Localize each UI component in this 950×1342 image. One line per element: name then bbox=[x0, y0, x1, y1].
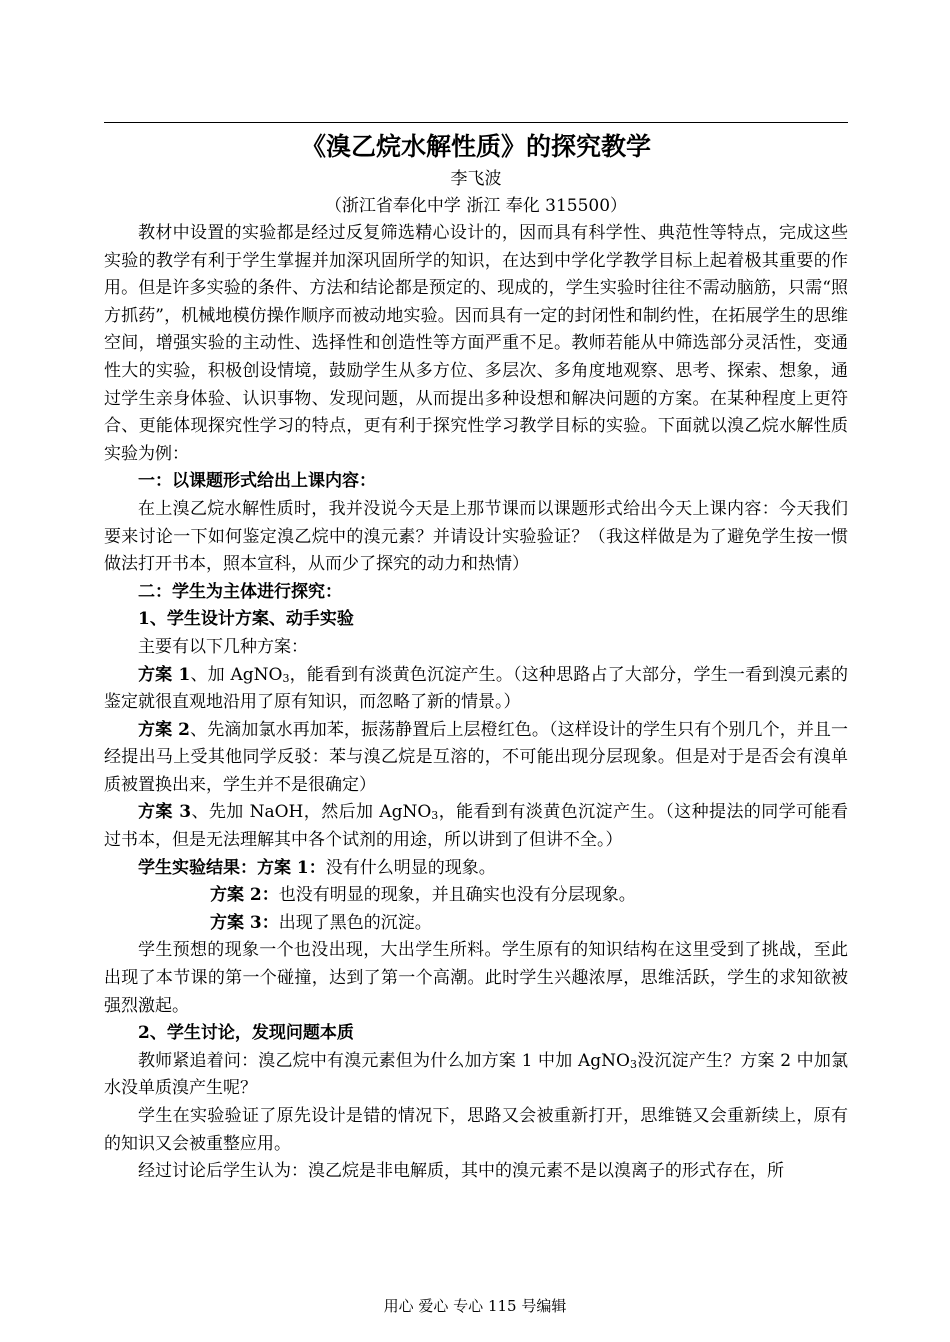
results-line-3 bbox=[104, 910, 848, 938]
plan3-paragraph bbox=[104, 799, 848, 854]
subsection1-intro: 主要有以下几种方案： bbox=[138, 636, 308, 657]
plan3-text-pre: 、先加 NaOH，然后加 AgNO bbox=[191, 802, 432, 823]
reflection-paragraph: 学生预想的现象一个也没出现，大出学生所料。学生原有的知识结构在这里受到了挑战，至此出现了本节课的第一个碰撞，达到了第一个高潮。此时学生兴趣浓厚，思维活跃，学生的求知欲被强烈激起。 bbox=[104, 940, 848, 1016]
plan3-label: 方案 3 bbox=[138, 802, 192, 823]
plan3-subscript: 3 bbox=[431, 809, 439, 823]
section1-body: 在上溴乙烷水解性质时，我并没说今天是上那节课而以课题形式给出今天上课内容：今天我们要来讨论一下如何鉴定溴乙烷中的溴元素？并请设计实验验证？（我这样做是为了避免学生按一惯做法打开书本，照本宣科，从而少了探究的动力和热情） bbox=[104, 498, 848, 575]
question-text-post: 没沉淀产生？方案 2 中加氯水没单质溴产生呢？ bbox=[104, 1050, 849, 1099]
plan3-text-post: ，能看到有淡黄色沉淀产生。（这种提法的同学可能看过书本，但是无法理解其中各个试剂的用途，所以讲到了但讲不全。） bbox=[104, 802, 849, 851]
page-footer: 用心 爱心 专心 115 号编辑 bbox=[383, 1297, 567, 1315]
results-label: 学生实验结果： bbox=[138, 857, 257, 878]
author-affiliation: （浙江省奉化中学 浙江 奉化 315500） bbox=[324, 196, 628, 216]
discussion-paragraph: 经过讨论后学生认为：溴乙烷是非电解质，其中的溴元素不是以溴离子的形式存在，所 bbox=[138, 1161, 784, 1182]
plan1-paragraph bbox=[104, 662, 848, 717]
subsection2-heading: 2、学生讨论，发现问题本质 bbox=[138, 1023, 354, 1044]
result2-text: 也没有明显的现象，并且确实也没有分层现象。 bbox=[278, 885, 636, 906]
section1-heading: 一：以课题形式给出上课内容： bbox=[138, 471, 376, 492]
document-body bbox=[104, 128, 848, 1186]
plan1-subscript: 3 bbox=[282, 671, 290, 685]
section2-heading: 二：学生为主体进行探究： bbox=[138, 581, 342, 602]
plan1-text-post: ，能看到有淡黄色沉淀产生。（这种思路占了大部分，学生一看到溴元素的鉴定就很直观地沿用了原有知识，而忽略了新的情景。） bbox=[104, 664, 849, 713]
results-line-2 bbox=[104, 882, 848, 910]
results-line-1 bbox=[104, 855, 848, 883]
plan1-text-pre: 、加 AgNO bbox=[190, 664, 283, 685]
question-subscript: 3 bbox=[629, 1057, 637, 1071]
result3-label: 方案 3： bbox=[210, 912, 279, 933]
result3-text: 出现了黑色的沉淀。 bbox=[278, 912, 432, 933]
intro-paragraph: 教材中设置的实验都是经过反复筛选精心设计的，因而具有科学性、典范性等特点，完成这些实验的教学有利于学生掌握并加深巩固所学的知识，在达到中学化学教学目标上起着极其重要的作用。但是许多实验的条件、方法和结论都是预定的、现成的，学生实验时往往不需动脑筋，只需“照方抓药”，机械地模仿操作顺序而被动地实验。因而具有一定的封闭性和制约性，在拓展学生的思维空间，增强实验的主动性、选择性和创造性等方面严重不足。教师若能从中筛选部分灵活性，变通性大的实验，积极创设情境，鼓励学生从多方位、多层次、多角度地观察、思考、探索、想象，通过学生亲身体验、认识事物、发现问题，从而提出多种设想和解决问题的方案。在某种程度上更符合、更能体现探究性学习的特点，更有利于探究性学习教学目标的实验。下面就以溴乙烷水解性质实验为例： bbox=[104, 223, 848, 464]
subsection1-heading: 1、学生设计方案、动手实验 bbox=[138, 609, 354, 630]
plan2-paragraph bbox=[104, 717, 848, 800]
document-title: 《溴乙烷水解性质》的探究教学 bbox=[300, 132, 651, 161]
header-rule bbox=[104, 122, 848, 123]
teacher-question-paragraph bbox=[104, 1048, 848, 1103]
author-name: 李飞波 bbox=[450, 169, 502, 189]
result1-text: 没有什么明显的现象。 bbox=[325, 857, 496, 878]
plan1-label: 方案 1 bbox=[138, 664, 191, 685]
plan2-label: 方案 2 bbox=[138, 719, 191, 740]
verification-paragraph: 学生在实验验证了原先设计是错的情况下，思路又会被重新打开，思维链又会重新续上，原有的知识又会被重整应用。 bbox=[104, 1106, 848, 1154]
result2-label: 方案 2： bbox=[210, 885, 279, 906]
plan2-text: 、先滴加氯水再加苯，振荡静置后上层橙红色。（这样设计的学生只有个别几个，并且一经提出马上受其他同学反驳：苯与溴乙烷是互溶的，不可能出现分层现象。但是对于是否会有溴单质被置换出来，学生并不是很确定） bbox=[104, 719, 848, 795]
result1-label: 方案 1： bbox=[257, 857, 326, 878]
question-text-pre: 教师紧追着问：溴乙烷中有溴元素但为什么加方案 1 中加 AgNO bbox=[138, 1050, 630, 1071]
